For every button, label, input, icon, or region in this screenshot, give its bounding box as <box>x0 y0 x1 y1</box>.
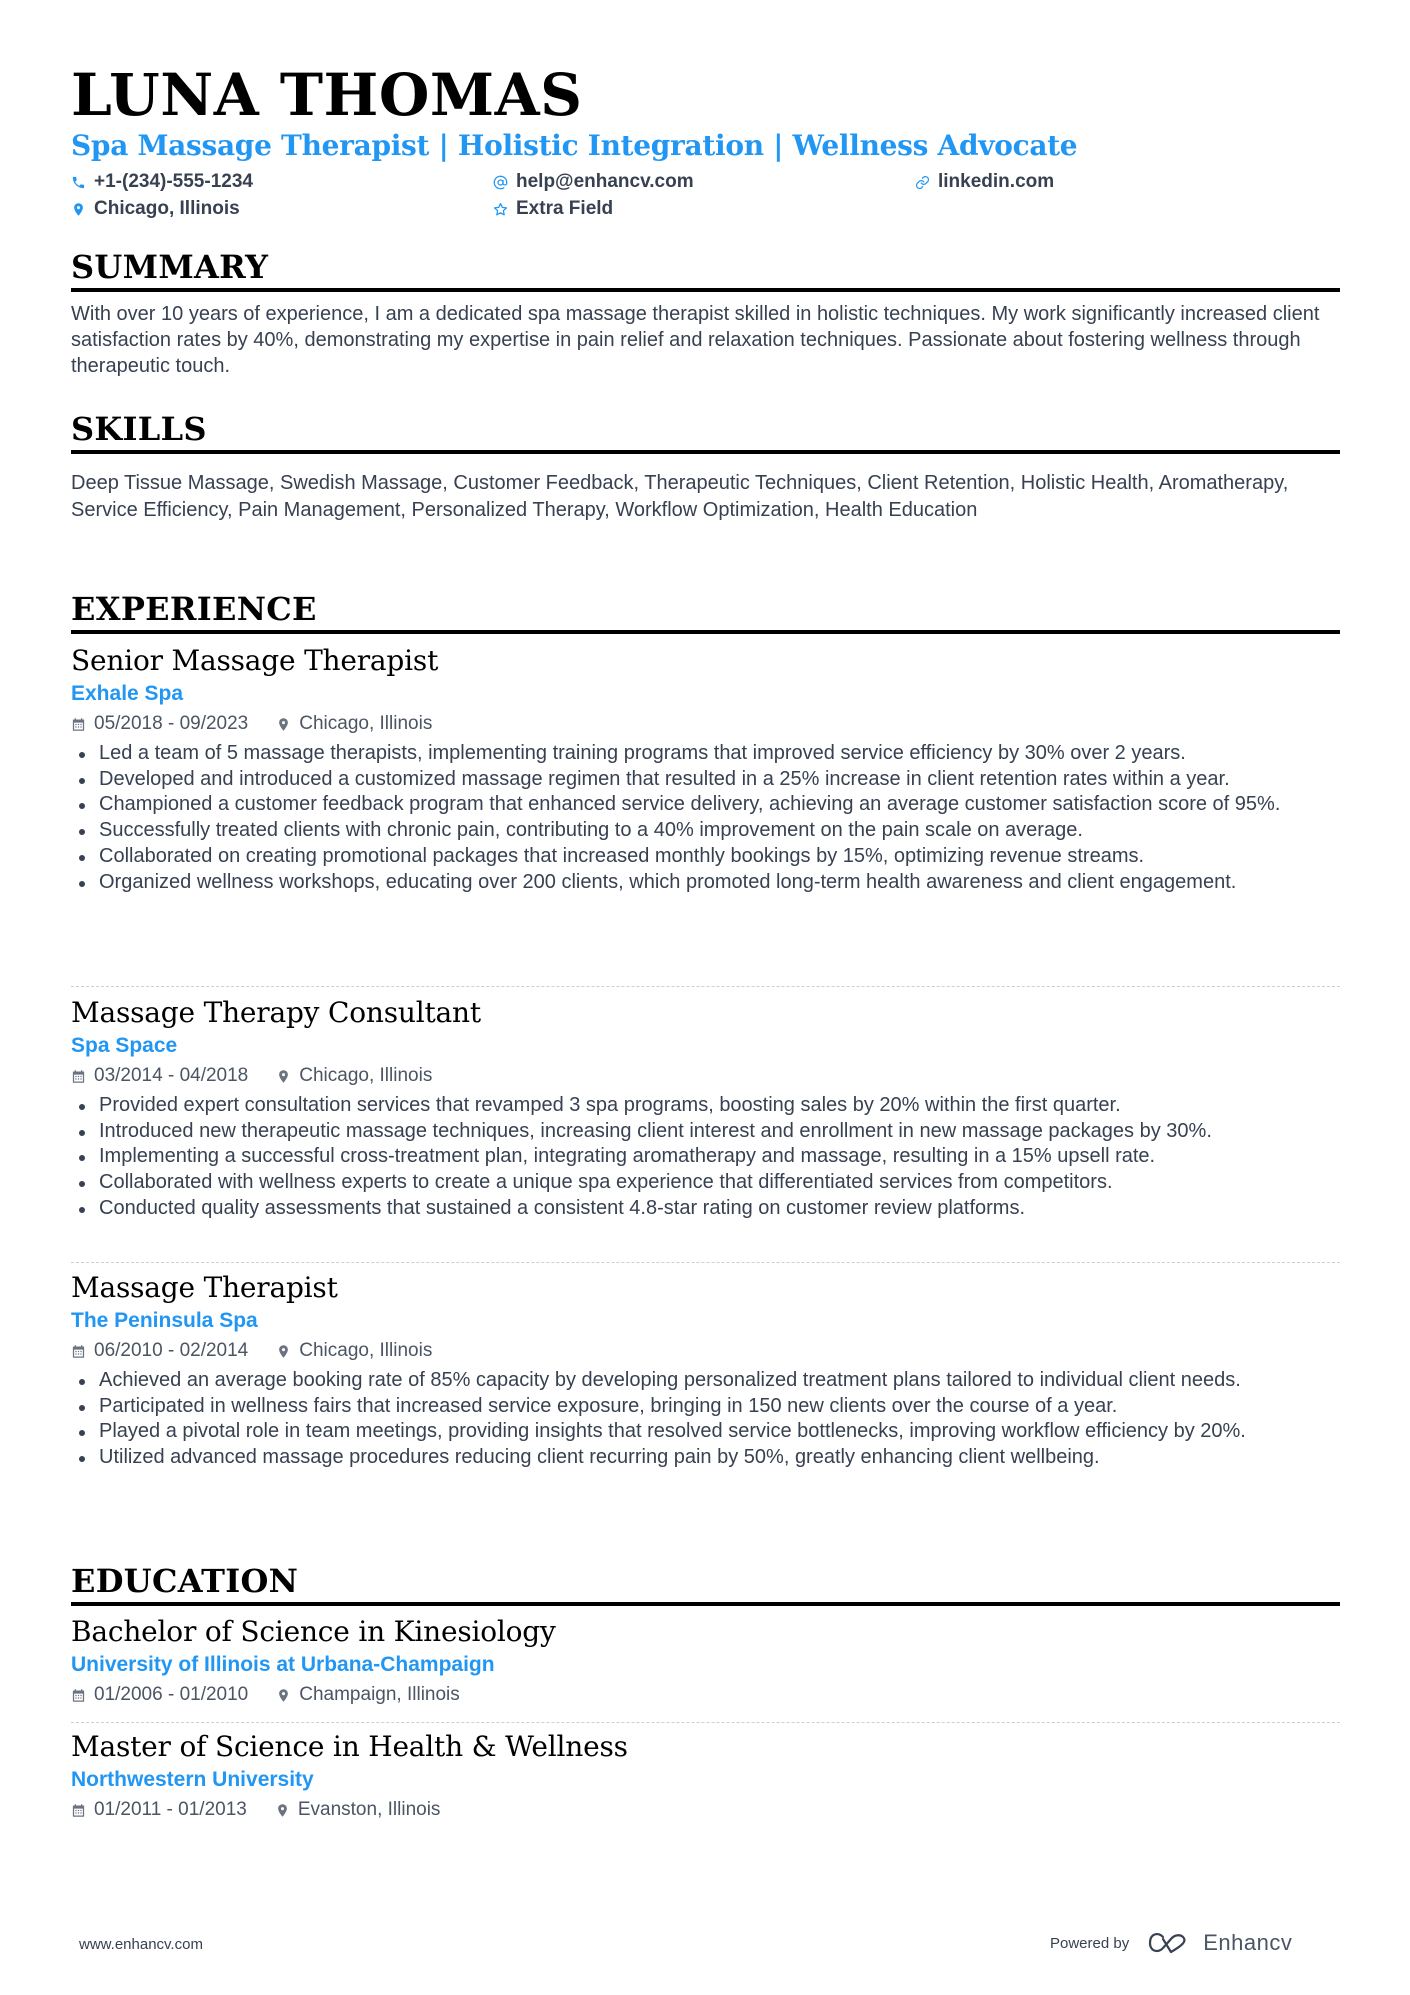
list-item: Introduced new therapeutic massage techniques, increasing client interest and enrollment in new massage packages by 30%. <box>71 1119 1340 1145</box>
degree-title: Master of Science in Health & Wellness <box>71 1730 628 1763</box>
calendar-icon <box>71 1688 86 1703</box>
job-location: Chicago, Illinois <box>299 713 433 734</box>
company-name[interactable]: Exhale Spa <box>71 682 184 705</box>
section-divider <box>71 1602 1340 1606</box>
experience-entry <box>71 643 1340 895</box>
education-meta <box>71 1795 1340 1825</box>
contact-phone[interactable] <box>71 170 253 194</box>
candidate-name: LUNA THOMAS <box>71 61 583 129</box>
job-dates: 05/2018 - 09/2023 <box>94 713 249 734</box>
section-divider <box>71 630 1340 634</box>
contact-linkedin[interactable] <box>915 170 1054 194</box>
entry-divider <box>71 1722 1340 1723</box>
education-dates: 01/2006 - 01/2010 <box>94 1684 249 1705</box>
location-icon <box>276 1069 291 1084</box>
location-icon <box>276 717 291 732</box>
job-location: Chicago, Illinois <box>299 1065 433 1086</box>
skills-section-header <box>71 410 1340 454</box>
education-section-header <box>71 1562 1340 1606</box>
job-meta <box>71 1336 1340 1366</box>
list-item: Played a pivotal role in team meetings, providing insights that resolved service bottlenecks, improving workflow efficiency by 20%. <box>71 1419 1340 1445</box>
list-item: Implementing a successful cross-treatment plan, integrating aromatherapy and massage, resulting in a 15% upsell rate. <box>71 1144 1340 1170</box>
education-entry <box>71 1729 1340 1825</box>
location-icon <box>275 1803 290 1818</box>
calendar-icon <box>71 1344 86 1359</box>
summary-section-header <box>71 248 1340 292</box>
footer-branding[interactable] <box>1050 1930 1292 1956</box>
section-divider <box>71 288 1340 292</box>
company-name[interactable]: The Peninsula Spa <box>71 1309 258 1332</box>
education-location: Evanston, Illinois <box>297 1799 441 1820</box>
list-item: Participated in wellness fairs that increased service exposure, bringing in 150 new clients over the course of a year. <box>71 1394 1340 1420</box>
powered-by-label: Powered by <box>1050 1934 1130 1952</box>
education-entry <box>71 1614 1340 1710</box>
list-item: Championed a customer feedback program that enhanced service delivery, achieving an average customer satisfaction score of 95%. <box>71 792 1340 818</box>
brand-name: Enhancv <box>1203 1930 1293 1955</box>
link-icon <box>915 174 930 191</box>
education-dates: 01/2011 - 01/2013 <box>94 1799 247 1820</box>
calendar-icon <box>71 1069 86 1084</box>
job-title: Massage Therapist <box>71 1271 338 1304</box>
experience-section-header <box>71 590 1340 634</box>
education-meta <box>71 1680 1340 1710</box>
job-dates: 06/2010 - 02/2014 <box>94 1340 249 1361</box>
degree-title: Bachelor of Science in Kinesiology <box>71 1615 556 1648</box>
list-item: Utilized advanced massage procedures reducing client recurring pain by 50%, greatly enhancing client wellbeing. <box>71 1445 1340 1471</box>
contact-location <box>71 197 240 221</box>
job-title: Senior Massage Therapist <box>71 644 439 677</box>
enhancv-logo <box>1147 1930 1292 1956</box>
linkedin-text: linkedin.com <box>938 171 1055 192</box>
company-name[interactable]: Spa Space <box>71 1034 178 1057</box>
experience-entry <box>71 995 1340 1222</box>
list-item: Collaborated with wellness experts to create a unique spa experience that differentiated services from competitors. <box>71 1170 1340 1196</box>
calendar-icon <box>71 1803 86 1818</box>
entry-divider <box>71 1262 1340 1263</box>
contact-email[interactable] <box>493 170 694 194</box>
skills-text: Deep Tissue Massage, Swedish Massage, Customer Feedback, Therapeutic Techniques, Client Retention, Holistic Health, Aromatherapy, Service Efficiency, Pain Management, Personalized Therapy, Workflow Optimization, Health Education <box>71 472 1289 521</box>
list-item: Provided expert consultation services that revamped 3 spa programs, boosting sales by 20% within the first quarter. <box>71 1093 1340 1119</box>
list-item: Conducted quality assessments that sustained a consistent 4.8-star rating on customer review platforms. <box>71 1196 1340 1222</box>
job-achievements <box>71 741 1340 895</box>
job-dates: 03/2014 - 04/2018 <box>94 1065 249 1086</box>
section-divider <box>71 450 1340 454</box>
job-achievements <box>71 1093 1340 1222</box>
education-heading: EDUCATION <box>71 1562 299 1600</box>
list-item: Led a team of 5 massage therapists, implementing training programs that improved service efficiency by 30% over 2 years. <box>71 741 1340 767</box>
enhancv-logo-icon <box>1147 1931 1193 1955</box>
job-meta <box>71 709 1340 739</box>
experience-heading: EXPERIENCE <box>71 590 317 628</box>
job-achievements <box>71 1368 1340 1471</box>
skills-heading: SKILLS <box>71 410 207 448</box>
job-location: Chicago, Illinois <box>299 1340 433 1361</box>
candidate-headline: Spa Massage Therapist | Holistic Integration | Wellness Advocate <box>71 129 1078 162</box>
extra-field-text: Extra Field <box>516 198 614 219</box>
location-icon <box>276 1688 291 1703</box>
experience-entry <box>71 1270 1340 1471</box>
list-item: Achieved an average booking rate of 85% capacity by developing personalized treatment plans tailored to individual client needs. <box>71 1368 1340 1394</box>
contact-extra <box>493 197 613 221</box>
location-icon <box>276 1344 291 1359</box>
phone-text: +1-(234)-555-1234 <box>94 171 253 192</box>
at-icon <box>493 174 508 191</box>
summary-text: With over 10 years of experience, I am a dedicated spa massage therapist skilled in holistic techniques. My work significantly increased client satisfaction rates by 40%, demonstrating my expertise in pain relief and relaxation techniques. Passionate about fostering wellness through therapeutic touch. <box>71 303 1320 377</box>
entry-divider <box>71 986 1340 987</box>
summary-heading: SUMMARY <box>71 248 269 286</box>
list-item: Successfully treated clients with chronic pain, contributing to a 40% improvement on the pain scale on average. <box>71 818 1340 844</box>
job-title: Massage Therapy Consultant <box>71 996 481 1029</box>
phone-icon <box>71 174 86 191</box>
school-name[interactable]: Northwestern University <box>71 1768 314 1791</box>
footer-website-link[interactable]: www.enhancv.com <box>79 1936 203 1953</box>
email-text: help@enhancv.com <box>516 171 694 192</box>
education-location: Champaign, Illinois <box>299 1684 460 1705</box>
star-icon <box>493 201 508 218</box>
location-icon <box>71 201 86 218</box>
location-text: Chicago, Illinois <box>94 198 240 219</box>
list-item: Organized wellness workshops, educating over 200 clients, which promoted long-term health awareness and client engagement. <box>71 870 1340 896</box>
list-item: Collaborated on creating promotional packages that increased monthly bookings by 15%, optimizing revenue streams. <box>71 844 1340 870</box>
job-meta <box>71 1061 1340 1091</box>
calendar-icon <box>71 717 86 732</box>
list-item: Developed and introduced a customized massage regimen that resulted in a 25% increase in client retention rates within a year. <box>71 767 1340 793</box>
school-name[interactable]: University of Illinois at Urbana-Champaign <box>71 1653 495 1676</box>
